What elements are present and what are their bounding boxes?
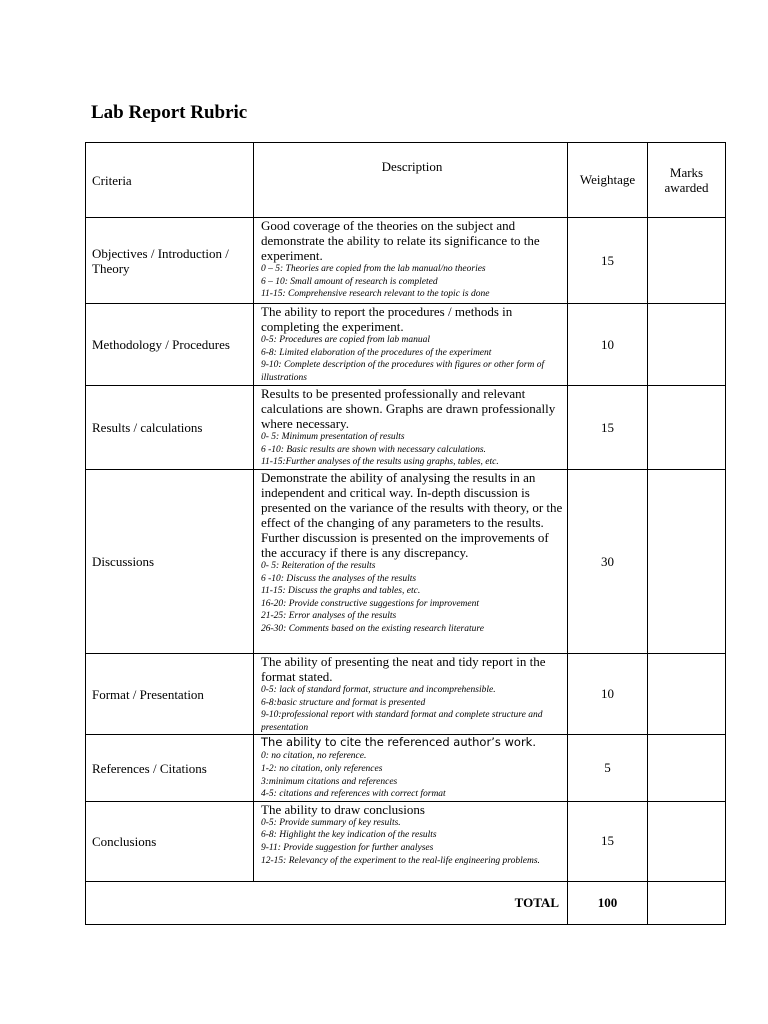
description-text: Good coverage of the theories on the subject and demonstrate the ability to relate its significance to the experiment. bbox=[261, 218, 540, 263]
scale-line: 6-8: Limited elaboration of the procedures of the experiment bbox=[261, 347, 492, 358]
total-marks-awarded-cell bbox=[648, 881, 726, 924]
marks-awarded-cell bbox=[648, 735, 726, 801]
marks-awarded-cell bbox=[648, 654, 726, 735]
description-text: The ability to draw conclusions bbox=[261, 801, 425, 817]
weightage-cell: 30 bbox=[568, 470, 648, 654]
description-text: Demonstrate the ability of analysing the results in an independent and critical way. In-depth discussion is presented on the variance of the results with theory, or the effect of the changing of any parameters to the results. Further discussion is presented on the improvements of the accuracy if there is any discrepancy. bbox=[261, 470, 563, 560]
scale-line: 0-5: lack of standard format, structure and incomprehensible. bbox=[261, 685, 496, 695]
marks-awarded-cell bbox=[648, 801, 726, 881]
table-row bbox=[86, 386, 726, 470]
weightage-cell: 5 bbox=[568, 735, 648, 801]
description-cell bbox=[254, 735, 568, 801]
table-row bbox=[86, 801, 726, 881]
criteria-cell: Format / Presentation bbox=[86, 654, 254, 735]
document-title: Lab Report Rubric bbox=[91, 102, 248, 123]
table-row bbox=[86, 470, 726, 654]
description-text: The ability to report the procedures / methods in completing the experiment. bbox=[261, 304, 513, 334]
scale-line: 12-15: Relevancy of the experiment to the real-life engineering problems. bbox=[261, 855, 540, 866]
marks-awarded-cell bbox=[648, 470, 726, 654]
weightage-cell: 15 bbox=[568, 386, 648, 470]
scale-line: 3:minimum citations and references bbox=[261, 776, 398, 787]
description-text: The ability of presenting the neat and tidy report in the format stated. bbox=[261, 654, 546, 684]
description-cell bbox=[254, 304, 568, 386]
table-row bbox=[86, 304, 726, 386]
scale-line: 21-25: Error analyses of the results bbox=[261, 611, 397, 622]
scale-line: 11-15: Discuss the graphs and tables, etc. bbox=[261, 586, 421, 597]
criteria-cell: Objectives / Introduction / Theory bbox=[86, 218, 254, 304]
marks-awarded-cell bbox=[648, 304, 726, 386]
marks-awarded-cell bbox=[648, 386, 726, 470]
scale-line: 16-20: Provide constructive suggestions for improvement bbox=[261, 598, 480, 609]
criteria-cell: References / Citations bbox=[86, 735, 254, 801]
weightage-cell: 10 bbox=[568, 304, 648, 386]
scale-line: 6 – 10: Small amount of research is completed bbox=[261, 276, 438, 287]
marks-awarded-header bbox=[648, 143, 726, 218]
description-cell bbox=[254, 386, 568, 470]
scale-line: 9-11: Provide suggestion for further analyses bbox=[261, 842, 434, 853]
scale-line: 11-15: Comprehensive research relevant to the topic is done bbox=[261, 289, 490, 300]
criteria-cell: Discussions bbox=[86, 470, 254, 654]
weightage-cell: 10 bbox=[568, 654, 648, 735]
scale-line: 0-5: Procedures are copied from lab manual bbox=[261, 335, 431, 345]
marks-header-line2: awarded bbox=[664, 180, 709, 195]
description-cell bbox=[254, 218, 568, 304]
criteria-cell: Methodology / Procedures bbox=[86, 304, 254, 386]
scale-line: 6 -10: Discuss the analyses of the results bbox=[261, 573, 417, 584]
scale-line: 0- 5: Reiteration of the results bbox=[261, 561, 376, 571]
criteria-header: Criteria bbox=[86, 143, 254, 218]
description-text: Results to be presented professionally and relevant calculations are shown. Graphs are drawn professionally where necessary. bbox=[261, 386, 556, 431]
scale-line: 0: no citation, no reference. bbox=[261, 751, 367, 762]
marks-header-line1: Marks bbox=[669, 165, 704, 180]
total-weightage: 100 bbox=[568, 881, 648, 924]
weightage-header: Weightage bbox=[568, 143, 648, 218]
weightage-cell: 15 bbox=[568, 218, 648, 304]
criteria-cell: Conclusions bbox=[86, 801, 254, 881]
scale-line: 0 – 5: Theories are copied from the lab manual/no theories bbox=[261, 264, 486, 274]
description-cell bbox=[254, 470, 568, 654]
scale-line: 1-2: no citation, only references bbox=[261, 763, 383, 774]
rubric-table bbox=[85, 142, 726, 925]
description-cell bbox=[254, 654, 568, 735]
table-row bbox=[86, 654, 726, 735]
marks-awarded-cell bbox=[648, 218, 726, 304]
scale-line: 9-10: Complete description of the procedures with figures or other form of illustrations bbox=[261, 360, 545, 383]
weightage-cell: 15 bbox=[568, 801, 648, 881]
header-row bbox=[86, 143, 726, 218]
scale-line: 4-5: citations and references with correct format bbox=[261, 789, 446, 800]
scale-line: 0- 5: Minimum presentation of results bbox=[261, 432, 405, 442]
scale-line: 6 -10: Basic results are shown with necessary calculations. bbox=[261, 444, 486, 455]
description-cell bbox=[254, 801, 568, 881]
table-row bbox=[86, 218, 726, 304]
description-text: The ability to cite the referenced author’s work. bbox=[261, 735, 536, 750]
total-label: TOTAL bbox=[86, 881, 568, 924]
scale-line: 6-8: Highlight the key indication of the results bbox=[261, 830, 437, 841]
scale-line: 0-5: Provide summary of key results. bbox=[261, 817, 401, 828]
table-row bbox=[86, 735, 726, 801]
scale-line: 26-30: Comments based on the existing research literature bbox=[261, 623, 484, 634]
criteria-cell: Results / calculations bbox=[86, 386, 254, 470]
scale-line: 11-15:Further analyses of the results using graphs, tables, etc. bbox=[261, 457, 499, 468]
description-header: Description bbox=[254, 143, 568, 218]
total-row bbox=[86, 881, 726, 924]
scale-line: 6-8:basic structure and format is presented bbox=[261, 697, 426, 708]
scale-line: 9-10:professional report with standard format and complete structure and presentation bbox=[261, 710, 543, 733]
